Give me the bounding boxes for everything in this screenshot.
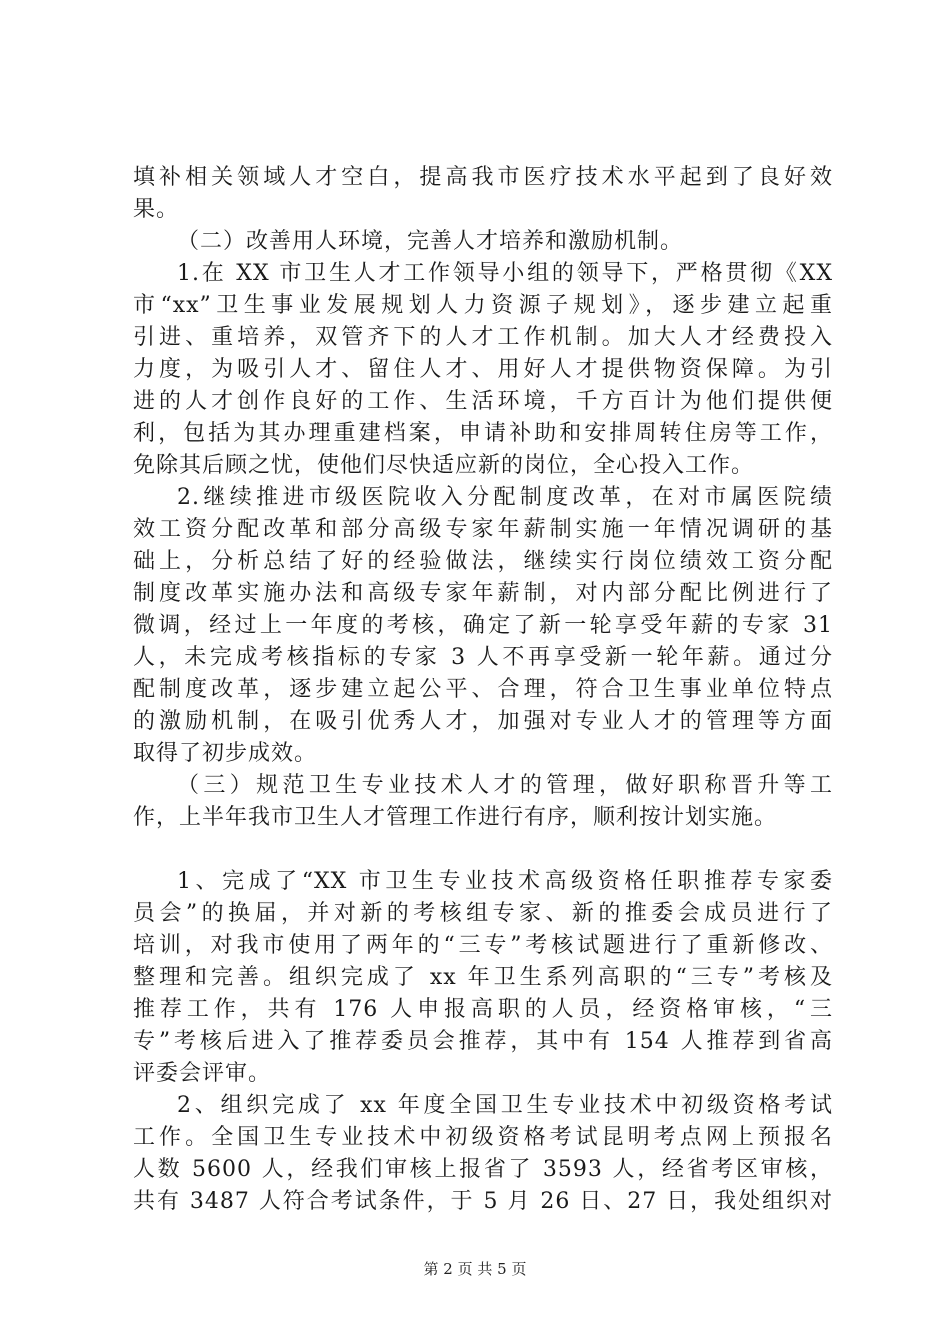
section-heading-2	[133, 226, 833, 258]
text-line: 1.在 XX 市卫生人才工作领导小组的领导下，严格贯彻《XX	[177, 261, 833, 286]
text-line: 制度改革实施办法和高级专家年薪制，对内部分配比例进行了	[133, 581, 833, 606]
text-line: 进的人才创作良好的工作、生活环境，千方百计为他们提供便	[133, 389, 833, 414]
text-line: 1、完成了“XX 市卫生专业技术高级资格任职推荐专家委	[177, 869, 833, 894]
text-line: 微调，经过上一年度的考核，确定了新一轮享受年薪的专家 31	[133, 613, 833, 638]
text-line: 力度，为吸引人才、留住人才、用好人才提供物资保障。为引	[133, 357, 833, 382]
paragraph-continuation	[133, 162, 833, 226]
blank-line	[133, 834, 833, 866]
text-line: 推荐工作，共有 176 人申报高职的人员，经资格审核，“三	[133, 997, 833, 1022]
text-line: 培训，对我市使用了两年的“三专”考核试题进行了重新修改、	[133, 933, 833, 958]
text-line: 配制度改革，逐步建立起公平、合理，符合卫生事业单位特点	[133, 677, 833, 702]
text-line: （三）规范卫生专业技术人才的管理，做好职称晋升等工	[177, 773, 833, 798]
text-line: 础上，分析总结了好的经验做法，继续实行岗位绩效工资分配	[133, 549, 833, 574]
paragraph-item-1	[133, 258, 833, 482]
text-line: 评委会评审。	[133, 1061, 272, 1086]
page-number: 第 2 页 共 5 页	[423, 1260, 527, 1278]
text-line: 的激励机制，在吸引优秀人才，加强对专业人才的管理等方面	[133, 709, 833, 734]
page-footer	[0, 1259, 950, 1279]
text-line: 利，包括为其办理重建档案，申请补助和安排周转住房等工作，	[133, 421, 833, 446]
text-line: 整理和完善。组织完成了 xx 年卫生系列高职的“三专”考核及	[133, 965, 833, 990]
text-line: 人数 5600 人，经我们审核上报省了 3593 人，经省考区审核，	[133, 1157, 833, 1182]
text-line: 2、组织完成了 xx 年度全国卫生专业技术中初级资格考试	[177, 1093, 833, 1118]
text-line: 引进、重培养，双管齐下的人才工作机制。加大人才经费投入	[133, 325, 833, 350]
text-line: 取得了初步成效。	[133, 741, 318, 766]
text-line: 2.继续推进市级医院收入分配制度改革，在对市属医院绩	[177, 485, 833, 510]
text-line: 果。	[133, 197, 180, 222]
paragraph-item-2	[133, 482, 833, 770]
paragraph-item-3-2	[133, 1090, 833, 1218]
text-line: 人，未完成考核指标的专家 3 人不再享受新一轮年薪。通过分	[133, 645, 833, 670]
paragraph-item-3-1	[133, 866, 833, 1090]
text-line: 工作。全国卫生专业技术中初级资格考试昆明考点网上预报名	[133, 1125, 833, 1150]
text-line: 效工资分配改革和部分高级专家年薪制实施一年情况调研的基	[133, 517, 833, 542]
text-line: 市“xx”卫生事业发展规划人力资源子规划》，逐步建立起重	[133, 293, 833, 318]
document-body	[133, 162, 833, 1218]
text-line: 专”考核后进入了推荐委员会推荐，其中有 154 人推荐到省高	[133, 1029, 833, 1054]
text-line: 作，上半年我市卫生人才管理工作进行有序，顺利按计划实施。	[133, 805, 778, 830]
text-line: 填补相关领域人才空白，提高我市医疗技术水平起到了良好效	[133, 165, 833, 190]
text-line: （二）改善用人环境，完善人才培养和激励机制。	[177, 229, 684, 254]
section-heading-3	[133, 770, 833, 834]
text-line: 共有 3487 人符合考试条件，于 5 月 26 日、27 日，我处组织对	[133, 1189, 833, 1214]
text-line: 免除其后顾之忧，使他们尽快适应新的岗位，全心投入工作。	[133, 453, 755, 478]
text-line: 员会”的换届，并对新的考核组专家、新的推委会成员进行了	[133, 901, 833, 926]
